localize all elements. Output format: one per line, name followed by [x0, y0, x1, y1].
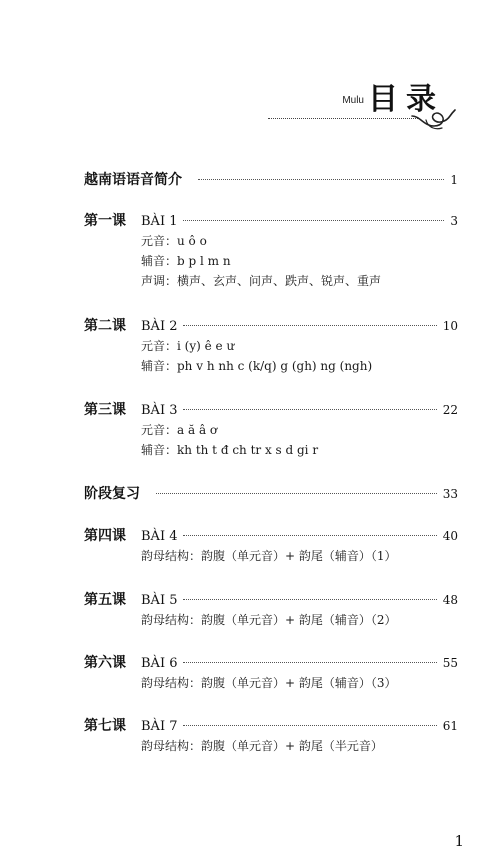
lesson-topic: 元音：i (y) ê e ư [141, 339, 235, 353]
page-number: 33 [442, 487, 458, 501]
lesson-label: 第一课 [84, 213, 126, 229]
lesson-topic: 辅音：kh th t đ ch tr x s d gi r [141, 443, 319, 457]
page-number: 3 [450, 214, 458, 228]
page-number: 55 [442, 656, 458, 670]
lesson-label: 第五课 [84, 592, 126, 608]
leader-dots [156, 493, 437, 494]
toc-title: 目录 [368, 82, 444, 117]
leader-dots [198, 179, 444, 180]
lesson-title: BÀI 2 [141, 319, 178, 334]
flourish-ornament-icon [410, 106, 456, 132]
page-number: 10 [442, 319, 458, 333]
lesson-topic: 韵母结构：韵腹（单元音）+ 韵尾（辅音）（3） [141, 676, 397, 690]
toc-entry[interactable] [84, 211, 458, 291]
lesson-label: 第三课 [84, 402, 126, 418]
toc-entry[interactable] [84, 400, 458, 460]
toc-entry[interactable] [84, 590, 458, 630]
page-number: 40 [442, 529, 458, 543]
folio-page-number: 1 [454, 832, 464, 850]
leader-dots [183, 662, 436, 663]
lesson-topic: 韵母结构：韵腹（单元音）+ 韵尾（辅音）（2） [141, 613, 397, 627]
page-number: 22 [442, 403, 458, 417]
lesson-title: BÀI 1 [141, 214, 178, 229]
lesson-topic: 韵母结构：韵腹（单元音）+ 韵尾（半元音） [141, 739, 383, 753]
leader-dots [183, 220, 444, 221]
toc-entry[interactable] [84, 653, 458, 693]
lesson-title: BÀI 6 [141, 656, 178, 671]
lesson-topic: 韵母结构：韵腹（单元音）+ 韵尾（辅音）（1） [141, 549, 397, 563]
leader-dots [183, 409, 436, 410]
page-number: 48 [442, 593, 458, 607]
page-number: 1 [450, 173, 458, 187]
toc-entry[interactable] [84, 316, 458, 376]
lesson-topic: 元音：u ô o [141, 234, 207, 248]
leader-dots [183, 599, 436, 600]
lesson-topic: 辅音：b p l m n [141, 254, 231, 268]
lesson-topic: 元音：a ă â ơ [141, 423, 218, 437]
lesson-label: 第二课 [84, 318, 126, 334]
lesson-label: 第四课 [84, 528, 126, 544]
lesson-title: BÀI 3 [141, 403, 178, 418]
leader-dots [183, 725, 436, 726]
leader-dots [183, 535, 436, 536]
toc-header [256, 74, 456, 136]
lesson-label: 越南语语音简介 [84, 172, 182, 188]
toc-title-en: Mulu [342, 95, 364, 106]
lesson-title: BÀI 5 [141, 593, 178, 608]
page-number: 61 [442, 719, 458, 733]
toc-entry[interactable] [84, 484, 458, 504]
toc-entry[interactable] [84, 170, 458, 190]
lesson-topic: 声调：横声、玄声、问声、跌声、锐声、重声 [141, 274, 382, 288]
lesson-title: BÀI 4 [141, 529, 178, 544]
lesson-topic: 辅音：ph v h nh c (k/q) g (gh) ng (ngh) [141, 359, 373, 373]
lesson-title: BÀI 7 [141, 719, 178, 734]
toc-entry[interactable] [84, 526, 458, 566]
toc-entry[interactable] [84, 716, 458, 756]
header-dotted-rule [268, 118, 418, 119]
lesson-label: 第六课 [84, 655, 126, 671]
leader-dots [183, 325, 436, 326]
lesson-label: 第七课 [84, 718, 126, 734]
lesson-label: 阶段复习 [84, 486, 140, 502]
